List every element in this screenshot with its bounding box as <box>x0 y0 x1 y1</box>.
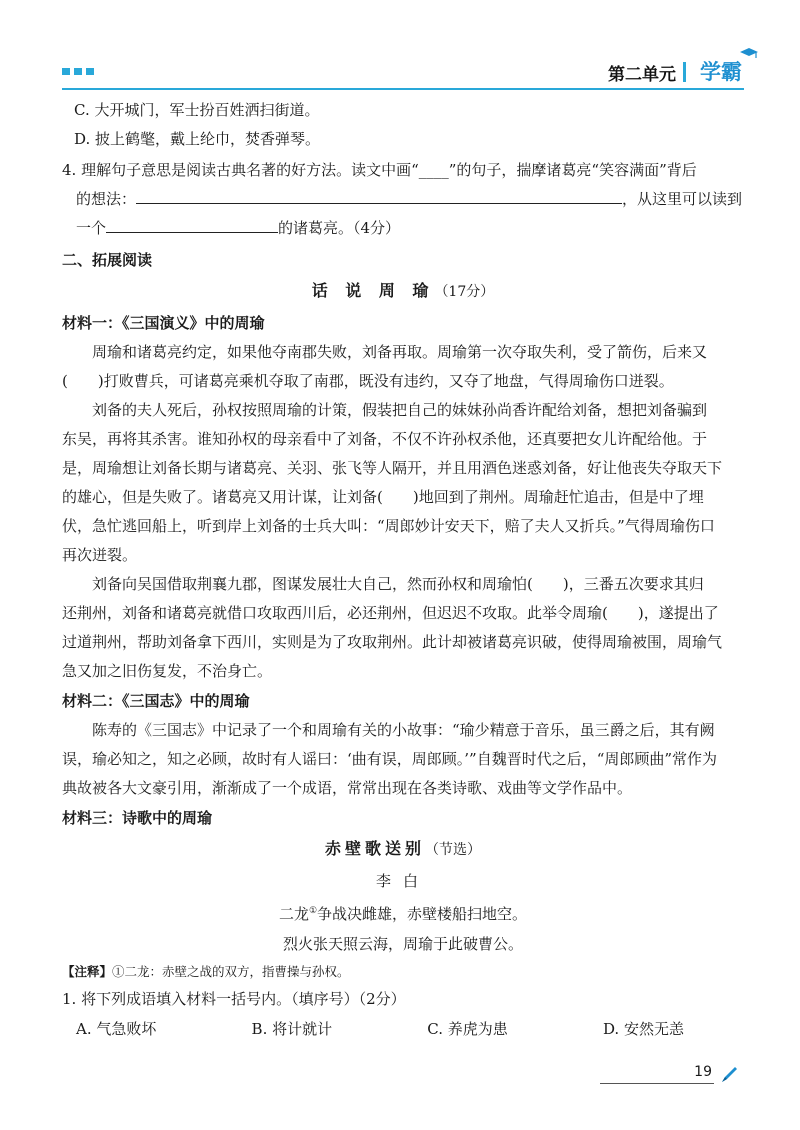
footer-rule <box>600 1083 714 1084</box>
paragraph-line: 再次迸裂。 <box>62 546 138 564</box>
brand-logo: 学霸 <box>700 60 742 84</box>
verse-text: 二龙 <box>278 905 309 923</box>
choice-d[interactable]: D. 安然无恙 <box>602 1020 684 1038</box>
material2-heading: 材料二：《三国志》中的周瑜 <box>62 692 250 710</box>
paragraph-line: 还荆州，刘备和诸葛亮就借口攻取西川后，必还荆州，但迟迟不攻取。此举令周瑜( )，遂提出了 <box>62 604 719 622</box>
material1-paragraph2 <box>62 396 744 570</box>
page-header <box>62 58 744 86</box>
header-divider <box>683 62 686 82</box>
q4-line2-suffix: ，从这里可以读到 <box>622 190 743 208</box>
paragraph-line: 是，周瑜想让刘备长期与诸葛亮、关羽、张飞等人隔开，并且用酒色迷惑刘备，好让他丧失夺取天下 <box>62 459 723 477</box>
paragraph-line: 伏，急忙逃回船上，听到岸上刘备的士兵大叫：“周郎妙计安天下，赔了夫人又折兵。”气得周瑜伤口 <box>62 517 715 535</box>
paragraph-line: 典故被各大文豪引用，渐渐成了一个成语，常常出现在各类诗歌、戏曲等文学作品中。 <box>62 779 633 797</box>
paragraph-line: ( )打败曹兵，可诸葛亮乘机夺取了南郡，既没有违约，又夺了地盘，气得周瑜伤口迸裂。 <box>62 372 674 390</box>
paragraph-line: 陈寿的《三国志》中记录了一个和周瑜有关的小故事：“瑜少精意于音乐，虽三爵之后，其有阙 <box>92 721 715 739</box>
choice-a[interactable]: A. 气急败坏 <box>76 1020 157 1038</box>
page-content <box>62 96 744 1044</box>
paragraph-line: 误，瑜必知之，知之必顾，故时有人谣曰：‘曲有误，周郎顾。’”自魏晋时代之后，“周郎顾曲”常作为 <box>62 750 718 768</box>
poem-verse-1 <box>62 896 744 929</box>
header-squares <box>62 68 94 75</box>
option-d: D. 披上鹤氅，戴上纶巾，焚香弹琴。 <box>74 130 321 148</box>
article-title <box>62 275 744 308</box>
page-number: 19 <box>694 1064 712 1080</box>
material2-paragraph <box>62 716 744 803</box>
material1-heading: 材料一：《三国演义》中的周瑜 <box>62 314 265 332</box>
paragraph-line: 东吴，再将其杀害。谁知孙权的母亲看中了刘备，不仅不许孙权杀他，还真要把女儿许配给他。于 <box>62 430 708 448</box>
material1-paragraph3 <box>62 570 744 686</box>
material3-heading: 材料三：诗歌中的周瑜 <box>62 809 213 827</box>
pencil-icon <box>718 1064 740 1086</box>
q4-line1: 4. 理解句子意思是阅读古典名著的好方法。读文中画“____”的句子，揣摩诸葛亮“笑容满面”背后 <box>62 161 697 179</box>
question-1-choices <box>62 1014 744 1044</box>
paragraph-line: 刘备的夫人死后，孙权按照周瑜的计策，假装把自己的妹妹孙尚香许配给刘备，想把刘备骗到 <box>92 401 708 419</box>
paragraph-line: 周瑜和诸葛亮约定，如果他夺南郡失败，刘备再取。周瑜第一次夺取失利，受了箭伤，后来又 <box>92 343 708 361</box>
paragraph-line: 过道荆州，帮助刘备拿下西川，实则是为了攻取荆州。此计却被诸葛亮识破，使得周瑜被围，周瑜气 <box>62 633 723 651</box>
page-footer <box>600 1060 740 1088</box>
material1-paragraph1 <box>62 338 744 396</box>
choice-b[interactable]: B. 将计就计 <box>251 1020 333 1038</box>
unit-label: 第二单元 <box>608 65 676 85</box>
graduation-cap-icon <box>740 48 758 58</box>
annotation-label: 【注释】 <box>62 964 113 979</box>
article-title-text: 话 说 周 瑜 <box>311 281 435 300</box>
question-1: 1. 将下列成语填入材料一括号内。（填序号）（2分） <box>62 990 406 1008</box>
paragraph-line: 急又加之旧伤复发，不治身亡。 <box>62 662 273 680</box>
header-rule <box>62 88 744 90</box>
article-points: （17分） <box>434 284 495 300</box>
section-title: 二、拓展阅读 <box>62 251 153 269</box>
choice-c[interactable]: C. 养虎为患 <box>427 1020 508 1038</box>
paragraph-line: 的雄心，但是失败了。诸葛亮又用计谋，让刘备( )地回到了荆州。周瑜赶忙追击，但是中了埋 <box>62 488 704 506</box>
verse-text: 争战决雌雄，赤壁楼船扫地空。 <box>317 905 528 923</box>
option-c: C. 大开城门，军士扮百姓洒扫街道。 <box>74 101 320 119</box>
answer-blank-character[interactable] <box>106 216 278 233</box>
poem-title <box>62 833 744 866</box>
annotation <box>62 959 744 985</box>
question-4 <box>62 156 744 243</box>
q4-line2-prefix: 的想法： <box>76 190 137 208</box>
poem-title-text: 赤壁歌送别 <box>324 839 425 858</box>
q4-line2 <box>62 185 744 214</box>
paragraph-line: 刘备向吴国借取荆襄九郡，图谋发展壮大自己，然而孙权和周瑜怕( )，三番五次要求其归 <box>92 575 704 593</box>
q4-line3-suffix: 的诸葛亮。（4分） <box>278 219 401 237</box>
poem-author: 李白 <box>375 872 430 890</box>
poem-excerpt-note: （节选） <box>425 842 481 858</box>
poem-verse-2: 烈火张天照云海，周瑜于此破曹公。 <box>282 935 523 953</box>
annotation-text: ①二龙：赤壁之战的双方，指曹操与孙权。 <box>112 964 350 979</box>
q4-line3-prefix: 一个 <box>76 219 107 237</box>
footnote-marker: ① <box>308 906 318 916</box>
answer-blank-thought[interactable] <box>136 187 622 204</box>
q4-line3 <box>62 214 744 243</box>
